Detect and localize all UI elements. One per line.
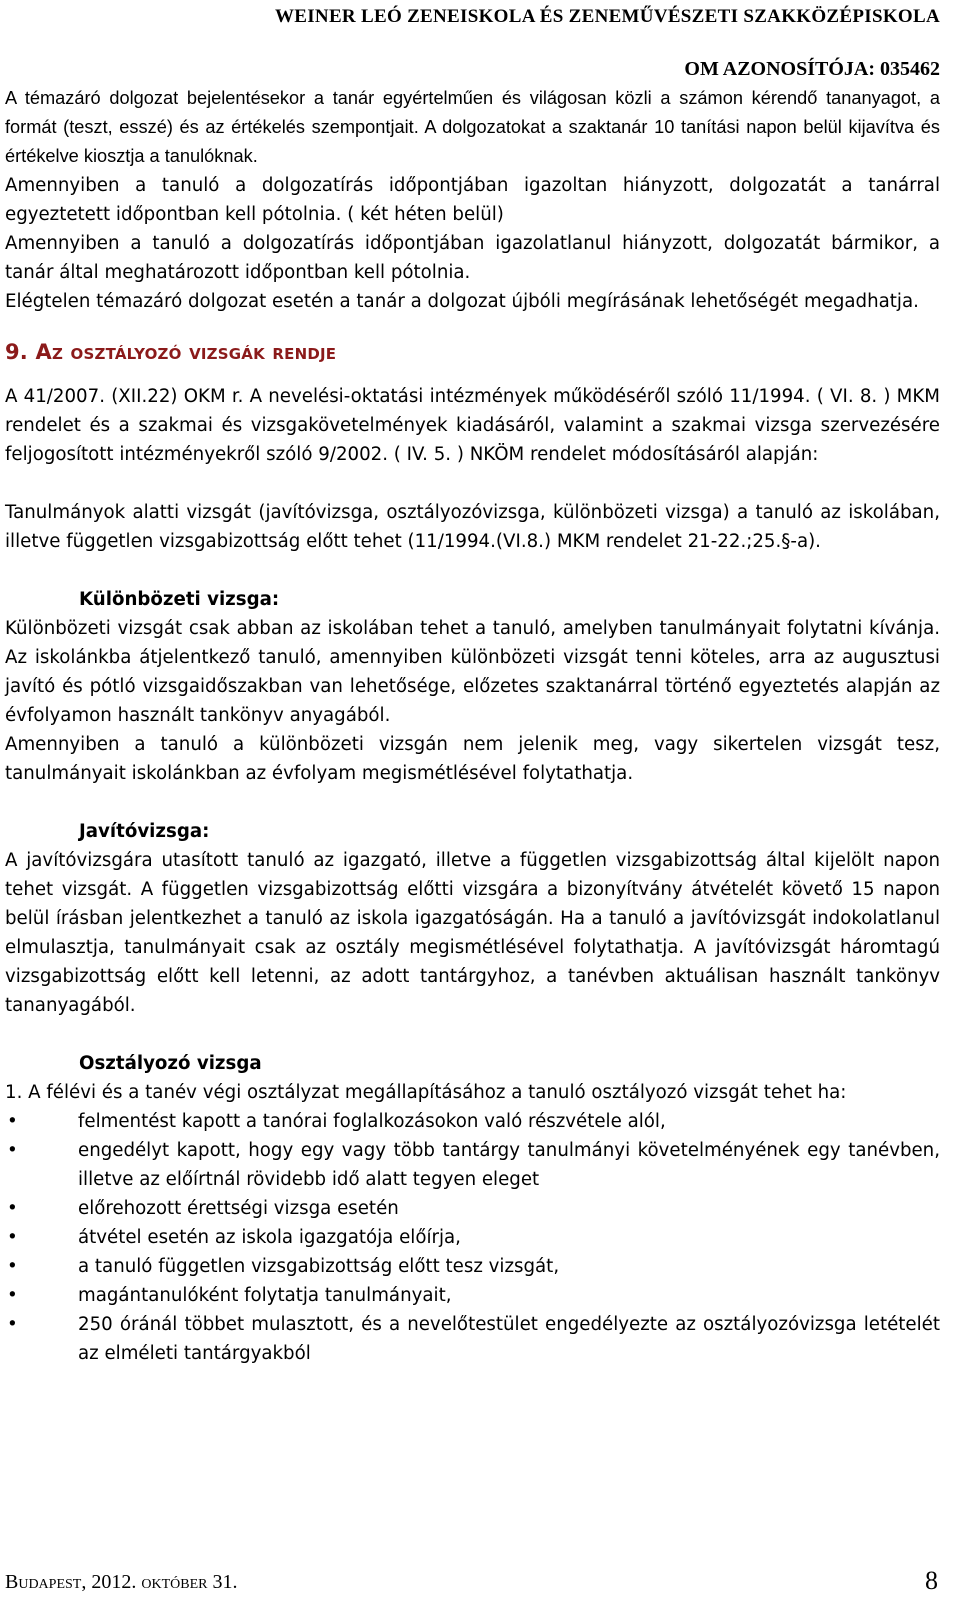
list-item: • átvétel esetén az iskola igazgatója előírja, [5,1223,940,1252]
list-item: • 250 óránál többet mulasztott, és a nevelőtestület engedélyezte az osztályozóvizsga letételét az elméleti tantárgyakból [5,1310,940,1368]
section-heading: 9. Az osztályozó vizsgák rendje [5,340,337,364]
osztalyozo-heading: Osztályozó vizsga [79,1053,262,1074]
osztalyozo-intro: 1. A félévi és a tanév végi osztályzat megállapításához a tanuló osztályozó vizsgát tehet ha: [5,1082,847,1103]
intro-paragraph-3: Amennyiben a tanuló a dolgozatírás időpontjában igazolatlanul hiányzott, dolgozatát bármikor, a tanár által meghatározott időpontban kell pótolnia. [5,233,940,283]
exams-intro-paragraph: Tanulmányok alatti vizsgát (javítóvizsga, osztályozóvizsga, különbözeti vizsga) a tanuló az iskolában, illetve független vizsgabizottság előtt tehet (11/1994.(VI.8.) MKM rendelet 21-22.;25.§-a). [5,502,940,552]
list-item: • felmentést kapott a tanórai foglalkozásokon való részvétele alól, [5,1107,940,1136]
legal-basis-paragraph: A 41/2007. (XII.22) OKM r. A nevelési-oktatási intézmények működéséről szóló 11/1994. ( VI. 8. ) MKM rendelet és a szakmai és vizsgakövetelmények kiadásáról, valamint a szakmai vizsga szervezésére feljogosított intézményekről szóló 9/2002. ( IV. 5. ) NKÖM rendelet módosításáról alapján: [5,386,940,465]
kulonbozeti-paragraph-2: Amennyiben a tanuló a különbözeti vizsgán nem jelenik meg, vagy sikertelen vizsgát tesz, tanulmányait iskolánkban az évfolyam megismétlésével folytathatja. [5,734,940,784]
javito-heading: Javítóvizsga: [79,821,210,842]
list-item: • engedélyt kapott, hogy egy vagy több tantárgy tanulmányi követelményének egy tanévben, illetve az előírtnál rövidebb idő alatt tegyen eleget [5,1136,940,1194]
javito-paragraph: A javítóvizsgára utasított tanuló az igazgató, illetve a független vizsgabizottság által kijelölt napon tehet vizsgát. A független vizsgabizottság előtti vizsgára a bizonyítvány átvételét követő 15 napon belül írásban jelentkezhet a tanuló az iskola igazgatóságán. Ha a tanuló a javítóvizsgát indokolatlanul elmulasztja, tanulmányait csak az osztály megismétlésével folytathatja. A javítóvizsgát háromtagú vizsgabizottság előtt kell letenni, az adott tantárgyhoz, a tanévben aktuálisan használt tankönyv tananyagából. [5,850,940,1016]
school-name-header: WEINER LEÓ ZENEISKOLA ÉS ZENEMŰVÉSZETI SZAKKÖZÉPISKOLA [274,6,940,27]
list-item: • magántanulóként folytatja tanulmányait, [5,1281,940,1310]
intro-paragraph-4: Elégtelen témazáró dolgozat esetén a tanár a dolgozat újbóli megírásának lehetőségét megadhatja. [5,291,919,312]
osztalyozo-conditions-list [5,1107,940,1368]
kulonbozeti-heading: Különbözeti vizsga: [79,589,280,610]
list-item: • előrehozott érettségi vizsga esetén [5,1194,940,1223]
kulonbozeti-paragraph-1: Különbözeti vizsgát csak abban az iskolában tehet a tanuló, amelyben tanulmányait folytatni kívánja. Az iskolánkba átjelentkező tanuló, amennyiben különbözeti vizsgát tenni köteles, arra az augusztusi javító és pótló vizsgaidőszakban van lehetősége, előzetes szaktanárral történő egyeztetés alapján az évfolyamon használt tankönyv anyagából. [5,618,940,726]
footer-city-date: Budapest, 2012. október 31. [5,1571,238,1593]
intro-paragraph-1: A témazáró dolgozat bejelentésekor a tanár egyértelműen és világosan közli a számon kérendő tananyagot, a formát (teszt, esszé) és az értékelés szempontjait. A dolgozatokat a szaktanár 10 tanítási napon belül kijavítva és értékelve kiosztja a tanulóknak. [5,88,940,166]
list-item: • a tanuló független vizsgabizottság előtt tesz vizsgát, [5,1252,940,1281]
page-number: 8 [925,1566,938,1595]
om-id-header: OM AZONOSÍTÓJA: 035462 [684,58,940,80]
intro-paragraph-2: Amennyiben a tanuló a dolgozatírás időpontjában igazoltan hiányzott, dolgozatát a tanárral egyeztetett időpontban kell pótolnia. ( két héten belül) [5,175,940,225]
page-body [5,84,940,1368]
